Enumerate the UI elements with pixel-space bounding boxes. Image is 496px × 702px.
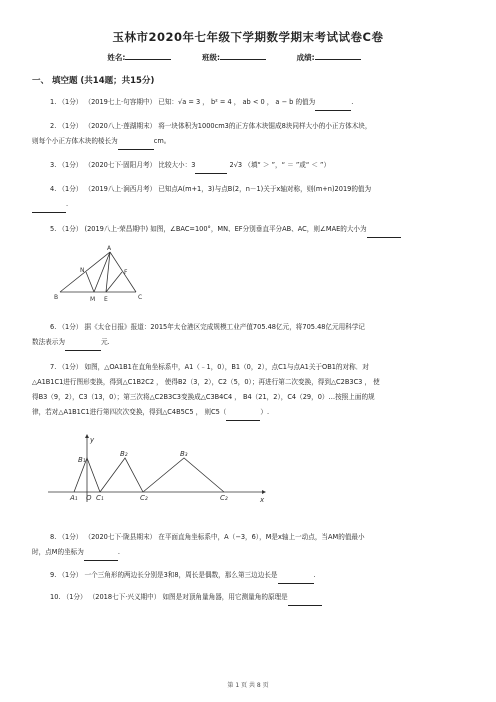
label-C3: C₂ — [220, 494, 228, 502]
q5-points: （1分） — [58, 225, 83, 233]
question-10 — [32, 590, 464, 606]
q3-text: 比较大小：3 — [158, 161, 196, 169]
label-B2: B₂ — [120, 450, 128, 458]
q9-tail: . — [313, 571, 316, 579]
q7-tail: ）. — [260, 408, 270, 416]
label-y: y — [90, 436, 95, 444]
label-F: F — [124, 269, 128, 276]
label-B1: B₁ — [78, 456, 86, 464]
q8-blank — [84, 545, 118, 561]
q1-source: （2019七上·句容期中） — [84, 98, 157, 106]
q3-tail: （填“ ＞ ”，“ ＝ ”或“ ＜ ”） — [244, 161, 331, 169]
triangle-c1b2c2 — [100, 458, 143, 492]
label-O: O — [86, 494, 92, 502]
page-footer: 第 1 页 共 8 页 — [227, 682, 269, 689]
line-ac — [110, 252, 136, 292]
q2-blank — [118, 134, 154, 150]
question-2 — [32, 119, 464, 150]
label-E: E — [104, 296, 108, 303]
q8-line2: 时，点M的坐标为 — [32, 548, 84, 556]
q9-text: 一个三角形的两边长分别是3和8，周长是偶数，那么第三边边长是 — [84, 571, 278, 579]
q4-points: （1分） — [58, 185, 83, 193]
q8-source: （2020七下·陇县期末） — [84, 533, 157, 541]
q6-text: 据《太仓日报》报道：2015年太仓港区完成规模工业产值705.48亿元，将705.48亿元用科学记 — [84, 323, 366, 331]
q2-tail: cm。 — [153, 137, 171, 145]
label-A: A — [107, 245, 112, 252]
q7-points: （1分） — [58, 363, 83, 371]
score-blank — [315, 59, 361, 60]
q4-blank — [32, 197, 69, 213]
q7-line2: △A1B1C1进行图形变换，得到△C1B2C2 ， 使得B2（3，2），C2（5，0）；再进行第二次变换，得到△C2B3C3 ， 使 — [32, 378, 380, 386]
question-6 — [32, 320, 464, 351]
q4-text: 已知点A(m+1，3)与点B(2，n－1)关于x轴对称，则(m+n)2019的值为 — [158, 185, 372, 193]
q8-points: （1分） — [58, 533, 83, 541]
q4-tail: . — [66, 200, 69, 208]
q5-blank — [367, 222, 401, 238]
q3-points: （1分） — [58, 161, 83, 169]
y-arrow-icon — [85, 434, 89, 438]
q2-num: 2. — [50, 122, 57, 130]
q3-sqrt: 2√3 — [229, 161, 243, 169]
q3-source: （2020七下·固阳月考） — [84, 161, 157, 169]
q7-line4: 律，若对△A1B1C1进行第四次次变换，得到△C4B5C5 ， 则C5（ — [32, 408, 227, 416]
label-A1: A₁ — [70, 494, 78, 502]
question-4 — [32, 182, 464, 213]
q1-tail: . — [351, 98, 354, 106]
q6-tail: 元. — [100, 338, 110, 346]
coordinate-figure — [44, 432, 274, 506]
q5-num: 5. — [50, 225, 57, 233]
q10-text: 如图是对顶角量角器，用它测量角的原理是 — [162, 593, 288, 601]
label-B3: B₃ — [180, 450, 188, 458]
question-8 — [32, 530, 464, 561]
q10-source: （2018七下·兴义期中） — [88, 593, 161, 601]
q2-text: 将一块体积为1000cm3的正方体木块锯成8块同样大小的小正方体木块， — [158, 122, 372, 130]
q7-blank — [226, 405, 260, 421]
label-x: x — [260, 496, 265, 504]
q8-tail: . — [117, 548, 120, 556]
q9-num: 9. — [50, 571, 57, 579]
perp-mn — [86, 272, 94, 292]
name-blank — [125, 59, 171, 60]
student-info — [0, 52, 496, 63]
label-C2: C₂ — [140, 494, 148, 502]
triangle-figure — [50, 242, 150, 308]
line-ab — [60, 252, 110, 292]
triangle-c2b3c3 — [143, 458, 224, 492]
q7-line3: 得B3（9，2），C3（13，0）；第三次将△C2B3C3变换成△C3B4C4 ， B4（21，2），C4（29，0）…按照上面的规 — [32, 393, 375, 401]
question-9 — [32, 568, 464, 584]
page-title: 玉林市2020年七年级下学期数学期末考试试卷C卷 — [112, 30, 384, 44]
q4-source: （2019八上·涧西月考） — [84, 185, 157, 193]
q4-num: 4. — [50, 185, 57, 193]
q10-points: （1分） — [62, 593, 87, 601]
q8-text: 在平面直角坐标系中，A（−3，6），M是x轴上一动点，当AM的值最小 — [158, 533, 365, 541]
class-blank — [220, 59, 266, 60]
q10-num: 10. — [50, 593, 61, 601]
label-M: M — [90, 296, 96, 303]
q2-points: （1分） — [58, 122, 83, 130]
q6-num: 6. — [50, 323, 57, 331]
q1-blank — [315, 95, 354, 111]
section-heading: 一、 填空题 (共14题；共15分) — [32, 76, 155, 86]
question-3 — [32, 158, 464, 174]
q1-text: 已知：√a = 3 ， b² = 4 ， ab < 0 ， a − b 的值为 — [158, 98, 316, 106]
q5-text: 如图，∠BAC=100°，MN、EF分别垂直平分AB、AC，则∠MAE的大小为 — [150, 225, 367, 233]
q9-blank — [278, 568, 314, 584]
label-C1: C₁ — [96, 494, 104, 502]
q1-num: 1. — [50, 98, 57, 106]
q7-text: 如图，△OA1B1在直角坐标系中，A1（﹣1，0），B1（0，2），点C1与点A1关于OB1的对称．对 — [84, 363, 369, 371]
class-label: 班级: — [202, 53, 220, 62]
label-N: N — [80, 267, 85, 274]
q6-line2: 数法表示为 — [32, 338, 65, 346]
perp-ef — [106, 272, 122, 292]
name-label: 姓名: — [107, 53, 126, 62]
q1-points: （1分） — [58, 98, 83, 106]
q6-blank — [65, 335, 101, 351]
q3-num: 3. — [50, 161, 57, 169]
label-B: B — [54, 294, 59, 301]
q9-points: （1分） — [58, 571, 83, 579]
q3-blank — [195, 158, 227, 174]
q6-points: （1分） — [58, 323, 83, 331]
q2-source: （2020八上·莲湖期末） — [84, 122, 157, 130]
question-1 — [32, 95, 464, 111]
x-arrow-icon — [262, 490, 266, 494]
question-5 — [32, 222, 464, 238]
q5-source: (2019八上·荣昌期中) — [84, 225, 149, 233]
q8-num: 8. — [50, 533, 57, 541]
score-label: 成绩: — [296, 53, 315, 62]
q10-blank — [288, 590, 322, 606]
label-C: C — [138, 294, 143, 301]
q2-line2: 则每个小正方体木块的棱长为 — [32, 137, 118, 145]
q7-num: 7. — [50, 363, 57, 371]
question-7 — [32, 360, 464, 421]
